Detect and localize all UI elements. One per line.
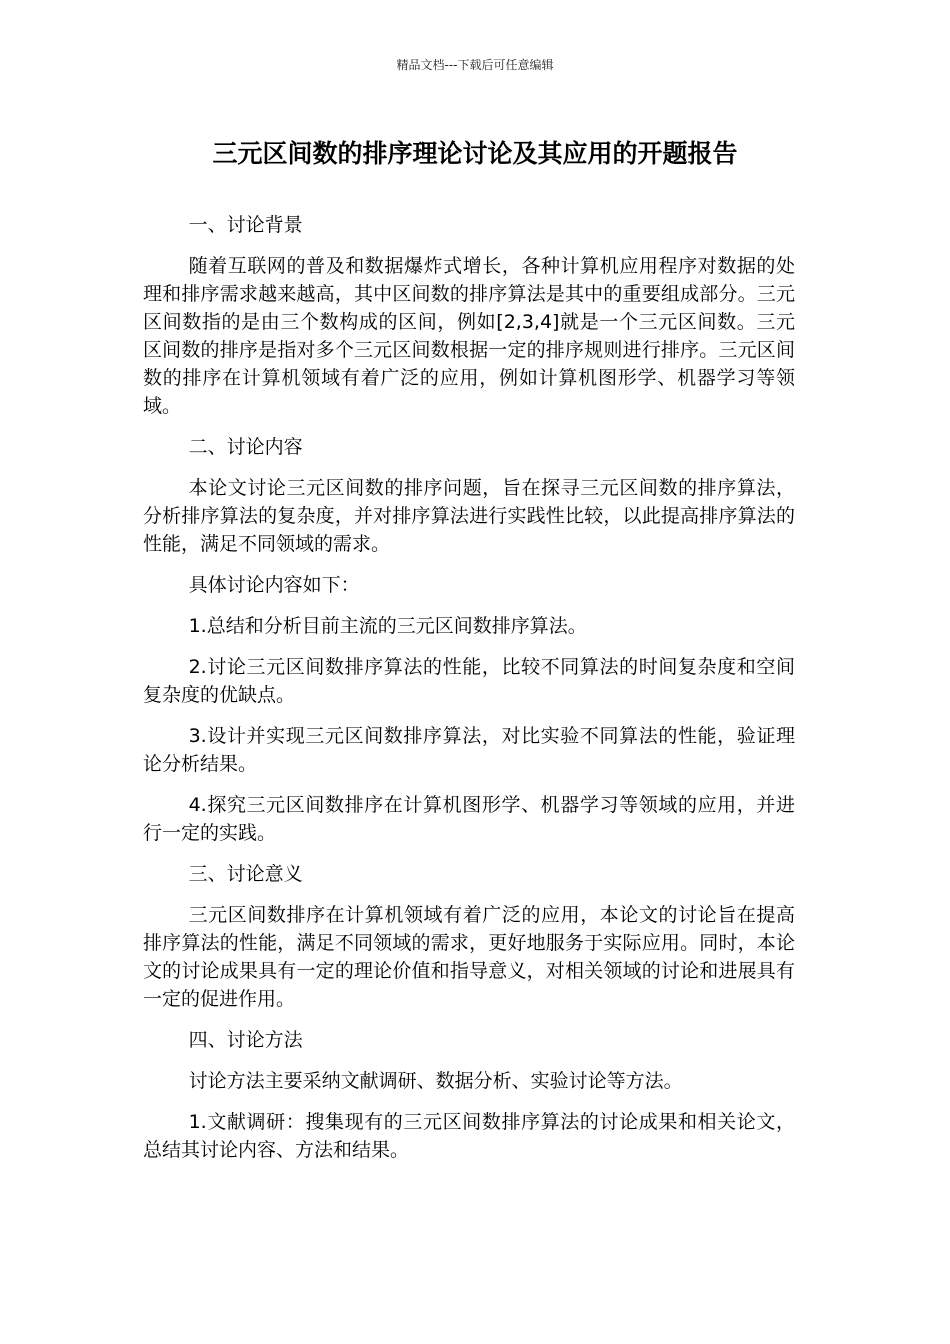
- section-heading-content: 二、讨论内容: [188, 436, 303, 458]
- paragraph-content-list-lead: 具体讨论内容如下：: [188, 574, 360, 596]
- paragraph-significance: 三元区间数排序在计算机领域有着广泛的应用，本论文的讨论旨在提高排序算法的性能，满足不同领域的需求，更好地服务于实际应用。同时，本论文的讨论成果具有一定的理论价值和指导意义，对相关领域的讨论和进展具有一定的促进作用。: [143, 904, 795, 1010]
- paragraph-background: 随着互联网的普及和数据爆炸式增长，各种计算机应用程序对数据的处理和排序需求越来越高，其中区间数的排序算法是其中的重要组成部分。三元区间数指的是由三个数构成的区间，例如[2,3,4]就是一个三元区间数。三元区间数的排序是指对多个三元区间数根据一定的排序规则进行排序。三元区间数的排序在计算机领域有着广泛的应用，例如计算机图形学、机器学习等领域。: [143, 255, 795, 417]
- list-item-content-2: 2.讨论三元区间数排序算法的性能，比较不同算法的时间复杂度和空间复杂度的优缺点。: [143, 656, 795, 706]
- paragraph-methods-intro: 讨论方法主要采纳文献调研、数据分析、实验讨论等方法。: [188, 1070, 683, 1092]
- document-body: [143, 211, 795, 1177]
- document-title: 三元区间数的排序理论讨论及其应用的开题报告: [212, 139, 738, 168]
- list-item-content-3: 3.设计并实现三元区间数排序算法，对比实验不同算法的性能，验证理论分析结果。: [143, 725, 795, 775]
- header-note: 精品文档---下载后可任意编辑: [396, 58, 554, 72]
- list-item-methods-1: 1.文献调研：搜集现有的三元区间数排序算法的讨论成果和相关论文，总结其讨论内容、方法和结果。: [143, 1111, 795, 1161]
- list-item-content-4: 4.探究三元区间数排序在计算机图形学、机器学习等领域的应用，并进行一定的实践。: [143, 794, 795, 844]
- section-heading-significance: 三、讨论意义: [188, 863, 303, 885]
- list-item-content-1: 1.总结和分析目前主流的三元区间数排序算法。: [188, 615, 587, 637]
- section-heading-methods: 四、讨论方法: [188, 1029, 303, 1051]
- paragraph-content-intro: 本论文讨论三元区间数的排序问题，旨在探寻三元区间数的排序算法，分析排序算法的复杂度，并对排序算法进行实践性比较，以此提高排序算法的性能，满足不同领域的需求。: [143, 477, 795, 555]
- section-heading-background: 一、讨论背景: [188, 214, 303, 236]
